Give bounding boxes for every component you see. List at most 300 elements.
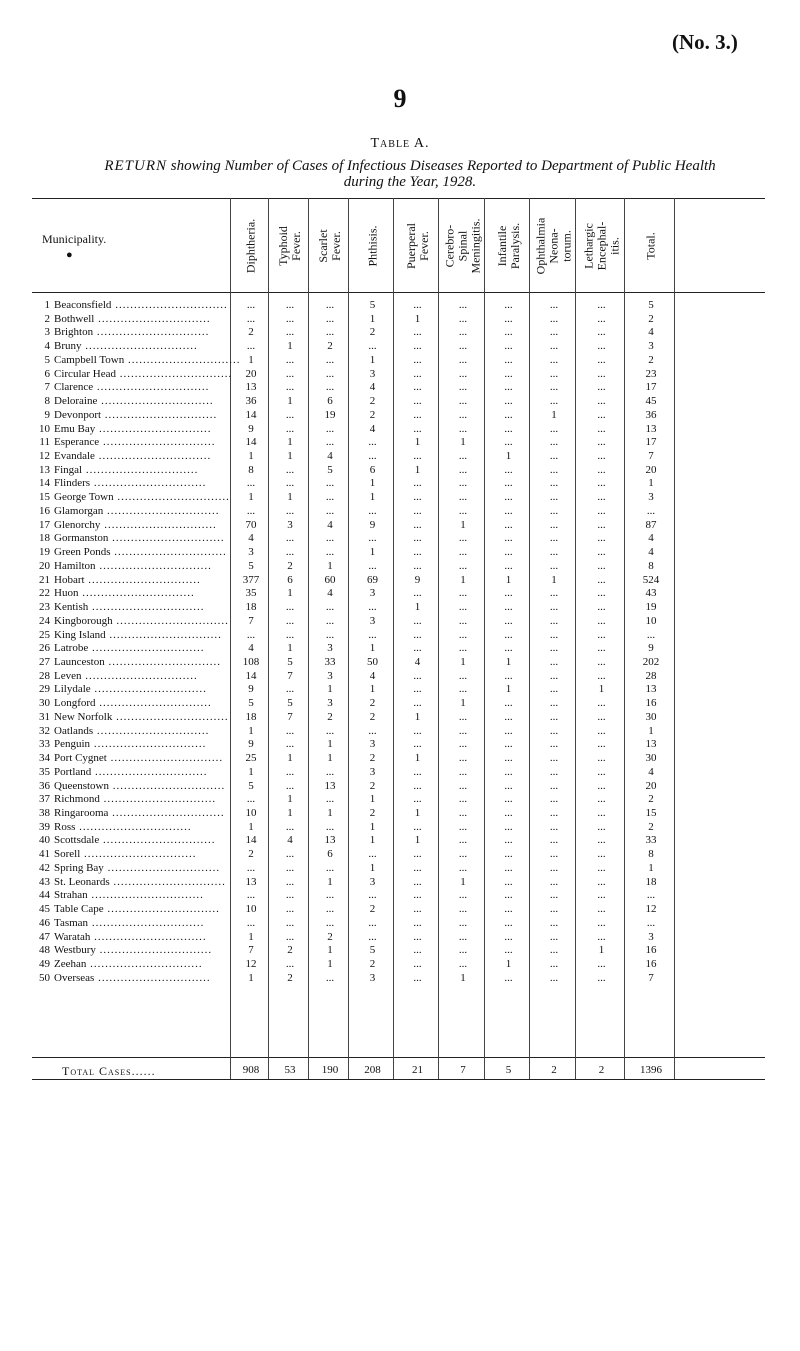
row-number: 31: [39, 710, 50, 723]
table-cell: ...: [504, 422, 513, 435]
row-number: 12: [39, 450, 50, 463]
municipality-name: [36, 903, 220, 916]
table-cell: ...: [597, 752, 606, 765]
table-cell: ...: [504, 642, 513, 655]
table-cell: 4: [648, 532, 654, 545]
table-cell: ...: [549, 944, 559, 957]
table-cell: ...: [597, 518, 606, 531]
leader-dots: ..............................: [95, 422, 212, 435]
table-cell: ...: [597, 353, 606, 366]
table-cell: ...: [285, 738, 295, 751]
table-cell: ...: [368, 340, 377, 353]
leader-dots: ..............................: [88, 642, 205, 655]
table-cell: ...: [413, 793, 422, 806]
row-number: 39: [39, 820, 50, 833]
table-cell: 1: [327, 958, 333, 971]
table-cell: ...: [504, 875, 513, 888]
municipality-name: [36, 697, 216, 709]
municipality-name: [36, 807, 225, 819]
table-cell: ...: [458, 683, 468, 696]
municipality-name: [36, 779, 226, 792]
table-cell: 524: [642, 573, 660, 586]
row-number: 46: [39, 916, 50, 929]
leader-dots: ..............................: [90, 683, 207, 696]
table-cell: ...: [549, 683, 559, 696]
municipality-name: [36, 532, 225, 545]
table-cell: 1: [598, 944, 605, 957]
table-cell: ...: [368, 930, 377, 943]
table-cell: 1: [327, 738, 333, 751]
table-cell: ...: [285, 683, 295, 696]
leader-dots: ..............................: [112, 710, 229, 723]
table-cell: ...: [413, 491, 422, 504]
table-cell: ...: [413, 944, 422, 957]
table-cell: ...: [504, 312, 513, 325]
table-cell: ...: [458, 463, 468, 476]
table-cell: 4: [327, 450, 333, 463]
table-cell: ...: [285, 326, 295, 339]
table-cell: ...: [504, 504, 513, 517]
table-cell: ...: [285, 916, 295, 929]
table-cell: ...: [549, 353, 559, 366]
table-cell: 1: [598, 683, 605, 696]
municipality-name: [36, 574, 216, 586]
municipality-label: Bruny: [54, 340, 82, 353]
table-cell: ...: [413, 422, 422, 435]
table-row: [36, 491, 766, 503]
municipality-name: [36, 670, 216, 682]
column-header-label: Cerebro- Spinal Meningitis.: [442, 218, 483, 274]
table-cell: ...: [597, 532, 606, 545]
row-number: 19: [39, 546, 50, 559]
table-cell: ...: [597, 820, 606, 833]
table-cell: 10: [245, 807, 257, 819]
table-cell: 5: [287, 697, 293, 710]
table-cell: ...: [504, 903, 513, 916]
table-cell: 1: [648, 477, 654, 490]
table-cell: 1: [248, 353, 254, 366]
table-cell: ...: [646, 889, 656, 902]
table-cell: 4: [369, 669, 376, 682]
table-cell: 2: [369, 697, 376, 710]
table-row: [36, 834, 766, 846]
table-cell: ...: [504, 408, 513, 421]
table-cell: ...: [504, 518, 513, 531]
table-cell: 5: [648, 299, 654, 311]
table-cell: ...: [413, 916, 422, 929]
table-cell: 4: [648, 326, 654, 339]
table-row: [36, 326, 766, 338]
municipality-label: Kentish: [54, 601, 89, 614]
municipality-label: Hobart: [54, 573, 85, 586]
table-cell: ...: [597, 450, 606, 463]
table-cell: 1: [369, 793, 376, 806]
table-rule: [32, 198, 765, 199]
table-row: [36, 752, 766, 764]
row-number: 1: [44, 299, 50, 311]
table-cell: 1: [369, 546, 376, 559]
municipality-name: [36, 395, 216, 407]
table-cell: ...: [285, 930, 295, 943]
table-cell: 1: [327, 807, 333, 819]
table-cell: 2: [369, 752, 376, 765]
table-row: [36, 725, 766, 737]
leader-dots: ..............................: [116, 367, 233, 380]
table-cell: ...: [458, 820, 468, 833]
table-cell: ...: [458, 422, 468, 435]
municipality-name: [36, 560, 216, 572]
table-cell: ...: [368, 916, 377, 929]
table-row: [36, 697, 766, 709]
table-row: [36, 423, 766, 435]
total-cell: 208: [364, 1064, 381, 1076]
table-cell: 1: [287, 793, 293, 806]
table-row: [36, 395, 766, 407]
table-cell: ...: [285, 848, 295, 861]
table-cell: 36: [245, 395, 257, 408]
table-cell: ...: [549, 340, 559, 353]
leader-dots: ..............................: [93, 724, 210, 737]
table-cell: ...: [597, 340, 606, 353]
municipality-label: Richmond: [54, 793, 100, 806]
table-cell: ...: [325, 724, 335, 737]
municipality-header: [42, 232, 106, 261]
municipality-name: [36, 642, 216, 654]
table-cell: 70: [245, 518, 257, 531]
table-cell: ...: [246, 340, 256, 353]
table-cell: ...: [597, 312, 606, 325]
table-cell: ...: [504, 353, 513, 366]
table-cell: ...: [504, 793, 513, 806]
table-cell: ...: [504, 971, 513, 984]
table-cell: 12: [645, 903, 657, 916]
table-cell: 1: [505, 958, 512, 971]
table-cell: ...: [597, 848, 606, 861]
row-number: 26: [39, 642, 50, 655]
municipality-label: Ross: [54, 820, 76, 833]
table-cell: ...: [325, 889, 335, 902]
municipality-name: [36, 504, 220, 517]
municipality-label: Zeehan: [54, 958, 87, 971]
table-row: [36, 313, 766, 325]
table-cell: 6: [327, 848, 333, 861]
row-number: 34: [39, 752, 50, 765]
table-row: [36, 436, 766, 448]
table-cell: ...: [285, 614, 295, 627]
municipality-label: Kingborough: [54, 614, 113, 627]
table-cell: ...: [325, 353, 335, 366]
table-cell: 1: [551, 408, 557, 421]
municipality-label: Tasman: [54, 916, 89, 929]
table-cell: 1: [505, 573, 512, 586]
table-cell: ...: [504, 834, 513, 847]
table-cell: 50: [367, 655, 378, 668]
table-cell: ...: [504, 299, 513, 311]
table-cell: 5: [287, 655, 293, 668]
municipality-label: St. Leonards: [54, 875, 110, 888]
leader-dots: ..............................: [108, 807, 225, 819]
municipality-header-label: Municipality.: [42, 232, 107, 246]
municipality-name: [36, 450, 216, 462]
table-cell: ...: [413, 326, 422, 339]
table-cell: ...: [285, 504, 295, 517]
municipality-name: [36, 587, 216, 599]
row-number: 17: [39, 518, 50, 531]
municipality-label: Westbury: [54, 944, 96, 957]
municipality-name: [36, 875, 226, 888]
table-cell: ...: [458, 477, 468, 490]
municipality-name: [36, 326, 216, 338]
municipality-label: Hamilton: [54, 559, 96, 572]
bullet-mark: ●: [66, 249, 73, 261]
table-cell: ...: [549, 463, 559, 476]
table-cell: ...: [504, 326, 513, 339]
municipality-label: Sorell: [54, 848, 81, 861]
municipality-name: [36, 491, 230, 504]
table-cell: ...: [413, 848, 422, 861]
municipality-label: Fingal: [54, 463, 83, 476]
table-cell: 19: [645, 601, 657, 614]
table-cell: ...: [285, 312, 295, 325]
leader-dots: ..............................: [106, 752, 224, 765]
row-number: 15: [39, 491, 50, 504]
table-cell: ...: [285, 958, 295, 971]
table-cell: 1: [414, 436, 421, 449]
table-title: Table A.: [370, 136, 430, 151]
table-cell: 3: [327, 642, 333, 655]
table-cell: 14: [245, 436, 257, 449]
table-cell: ...: [413, 546, 422, 559]
table-cell: 16: [645, 697, 657, 710]
table-cell: ...: [413, 628, 422, 641]
table-cell: 45: [645, 395, 657, 408]
table-cell: 8: [648, 848, 654, 861]
table-cell: ...: [325, 546, 335, 559]
table-cell: 2: [648, 312, 654, 325]
table-cell: 1: [414, 807, 421, 819]
table-cell: ...: [368, 504, 377, 517]
row-number: 9: [44, 408, 50, 421]
table-cell: 2: [369, 408, 376, 421]
table-cell: ...: [549, 765, 559, 778]
table-cell: ...: [597, 408, 606, 421]
table-row: [36, 917, 766, 929]
leader-dots: ..............................: [87, 889, 204, 902]
column-header: [486, 204, 531, 288]
table-cell: ...: [504, 807, 513, 819]
table-cell: ...: [597, 861, 606, 874]
leader-dots: ..............................: [111, 299, 228, 311]
table-cell: 8: [648, 559, 654, 572]
table-cell: ...: [597, 903, 606, 916]
municipality-label: Esperance: [54, 436, 100, 449]
leader-dots: ..............................: [94, 971, 211, 984]
table-cell: ...: [458, 614, 468, 627]
table-cell: 2: [287, 971, 293, 984]
row-number: 16: [39, 504, 50, 517]
table-cell: ...: [549, 546, 559, 559]
municipality-name: [36, 628, 222, 641]
table-cell: ...: [504, 820, 513, 833]
table-cell: ...: [285, 601, 295, 614]
table-cell: ...: [368, 450, 377, 463]
municipality-name: [36, 752, 224, 765]
table-cell: 3: [369, 614, 376, 627]
row-number: 42: [39, 861, 50, 874]
table-cell: ...: [504, 710, 513, 723]
table-cell: 4: [648, 546, 654, 559]
table-cell: ...: [413, 477, 422, 490]
table-cell: 1: [369, 477, 376, 490]
table-cell: 7: [248, 944, 254, 957]
table-cell: 4: [369, 422, 376, 435]
table-cell: ...: [458, 532, 468, 545]
table-cell: 2: [369, 395, 376, 408]
table-cell: 377: [242, 573, 260, 586]
table-cell: ...: [597, 477, 606, 490]
leader-dots: ..............................: [103, 504, 220, 517]
table-cell: 1: [287, 450, 293, 463]
table-cell: 35: [245, 587, 257, 600]
row-number: 24: [39, 614, 50, 627]
row-number: 47: [39, 930, 50, 943]
table-cell: ...: [413, 930, 422, 943]
municipality-label: Flinders: [54, 477, 91, 490]
total-cell: 2: [598, 1064, 605, 1076]
table-cell: ...: [549, 395, 559, 408]
column-header-label: Scarlet Fever.: [316, 229, 343, 263]
table-row: [36, 931, 766, 943]
table-cell: ...: [368, 628, 377, 641]
table-cell: ...: [413, 353, 422, 366]
table-cell: 1: [248, 971, 254, 984]
table-cell: 108: [242, 655, 260, 668]
table-cell: ...: [597, 395, 606, 408]
leader-dots: ..............................: [84, 573, 201, 586]
table-cell: 1: [327, 559, 333, 572]
table-cell: ...: [458, 559, 468, 572]
table-cell: 1: [369, 834, 376, 847]
table-cell: ...: [413, 408, 422, 421]
table-cell: 1: [414, 834, 421, 847]
table-cell: ...: [413, 340, 422, 353]
table-cell: ...: [504, 765, 513, 778]
table-cell: ...: [504, 559, 513, 572]
municipality-label: Waratah: [54, 930, 91, 943]
row-number: 41: [39, 848, 50, 861]
column-header-label: Total.: [643, 232, 658, 260]
table-cell: 5: [327, 463, 333, 476]
table-cell: ...: [413, 903, 422, 916]
table-cell: 3: [327, 697, 333, 710]
municipality-name: [36, 313, 216, 325]
municipality-name: [36, 423, 216, 435]
table-cell: ...: [325, 422, 335, 435]
municipality-label: Portland: [54, 765, 92, 778]
table-row: [36, 574, 766, 586]
municipality-name: [36, 793, 216, 805]
leader-dots: ..............................: [101, 408, 218, 421]
table-cell: 3: [369, 367, 376, 380]
municipality-label: Port Cygnet: [54, 752, 107, 765]
row-number: 2: [44, 312, 50, 325]
row-number: 11: [39, 436, 50, 449]
table-cell: ...: [325, 326, 335, 339]
table-row: [36, 903, 766, 915]
table-cell: ...: [458, 793, 468, 806]
table-cell: ...: [597, 573, 606, 586]
table-cell: ...: [597, 463, 606, 476]
table-cell: ...: [458, 299, 468, 311]
table-cell: 5: [369, 944, 376, 957]
table-cell: 1: [248, 450, 254, 463]
table-row: [36, 656, 766, 668]
table-cell: ...: [549, 436, 559, 449]
table-cell: ...: [413, 820, 422, 833]
row-number: 23: [39, 601, 50, 614]
row-number: 22: [39, 587, 50, 600]
table-cell: ...: [504, 861, 513, 874]
table-cell: ...: [458, 710, 468, 723]
row-number: 4: [44, 340, 50, 353]
table-cell: 36: [645, 408, 657, 421]
table-cell: 14: [245, 408, 257, 421]
table-cell: 1: [414, 710, 421, 723]
table-cell: ...: [549, 889, 559, 902]
table-cell: ...: [413, 450, 422, 463]
table-cell: 1: [414, 752, 421, 765]
table-cell: ...: [504, 614, 513, 627]
municipality-label: Latrobe: [54, 642, 89, 655]
municipality-label: Longford: [54, 697, 96, 710]
leader-dots: ..............................: [91, 765, 208, 778]
table-cell: ...: [549, 930, 559, 943]
table-cell: ...: [597, 834, 606, 847]
table-cell: ...: [646, 504, 656, 517]
row-number: 3: [44, 326, 50, 339]
table-cell: ...: [597, 971, 606, 984]
table-cell: 1: [327, 683, 333, 696]
table-cell: ...: [504, 532, 513, 545]
table-cell: 7: [287, 710, 293, 723]
table-cell: ...: [549, 697, 559, 710]
table-cell: ...: [325, 436, 335, 449]
table-cell: ...: [549, 710, 559, 723]
leader-dots: ..............................: [93, 326, 210, 339]
table-cell: 2: [248, 326, 254, 339]
table-cell: 1: [369, 491, 376, 504]
table-cell: ...: [413, 504, 422, 517]
leader-dots: ..............................: [94, 312, 211, 325]
table-cell: 9: [248, 738, 254, 751]
table-cell: ...: [413, 724, 422, 737]
column-header: [270, 204, 310, 288]
table-row: [36, 958, 766, 970]
table-cell: ...: [504, 628, 513, 641]
table-cell: ...: [325, 312, 335, 325]
table-cell: ...: [549, 477, 559, 490]
table-cell: 17: [645, 436, 657, 449]
table-cell: 16: [645, 944, 657, 957]
table-row: [36, 766, 766, 778]
municipality-name: [36, 683, 216, 695]
table-cell: 2: [369, 903, 376, 916]
table-row: [36, 821, 766, 833]
leader-dots: ..............................: [90, 477, 207, 490]
column-header: [395, 204, 440, 288]
table-cell: 2: [648, 353, 654, 366]
row-number: 49: [39, 958, 50, 971]
